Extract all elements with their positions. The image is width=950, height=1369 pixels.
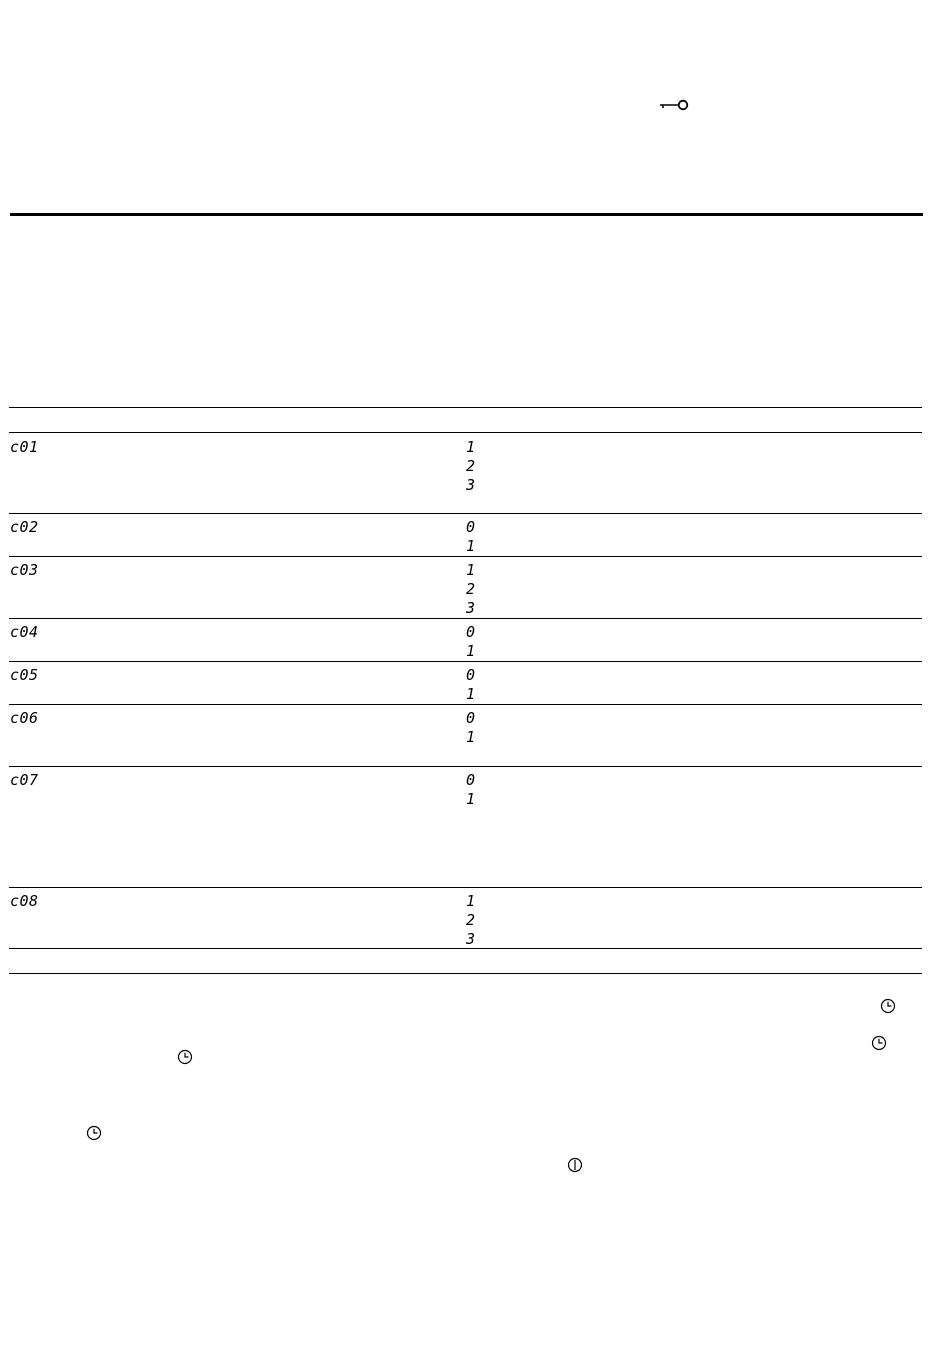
row-divider [9,556,922,557]
clock-icon [871,1035,887,1051]
setting-value: 1 [466,685,476,703]
row-divider [9,618,922,619]
row-divider [9,948,922,949]
setting-value: 1 [466,790,476,808]
power-icon [567,1157,583,1173]
setting-code: c04 [10,623,39,641]
setting-value: 1 [466,438,476,456]
setting-value: 2 [466,457,476,475]
setting-code: c07 [10,771,39,789]
setting-value: 0 [466,518,476,536]
clock-icon [880,998,896,1014]
table-bottom-border [9,973,922,974]
row-divider [9,513,922,514]
setting-value: 0 [466,771,476,789]
row-divider [9,766,922,767]
setting-value: 0 [466,709,476,727]
table-header-border [9,432,922,433]
setting-value: 2 [466,911,476,929]
clock-icon [86,1125,102,1141]
setting-code: c02 [10,518,39,536]
setting-value: 3 [466,930,476,948]
setting-code: c01 [10,438,39,456]
table-top-border [9,407,922,408]
setting-code: c05 [10,666,39,684]
setting-code: c03 [10,561,39,579]
setting-value: 3 [466,476,476,494]
setting-value: 1 [466,537,476,555]
setting-value: 1 [466,892,476,910]
setting-value: 1 [466,561,476,579]
setting-code: c06 [10,709,39,727]
row-divider [9,661,922,662]
clock-icon [177,1049,193,1065]
row-divider [9,704,922,705]
setting-value: 2 [466,580,476,598]
setting-value: 1 [466,642,476,660]
setting-value: 0 [466,666,476,684]
setting-value: 0 [466,623,476,641]
setting-code: c08 [10,892,39,910]
section-divider [10,213,923,216]
setting-value: 3 [466,599,476,617]
row-divider [9,887,922,888]
key-icon [658,97,690,113]
setting-value: 1 [466,728,476,746]
